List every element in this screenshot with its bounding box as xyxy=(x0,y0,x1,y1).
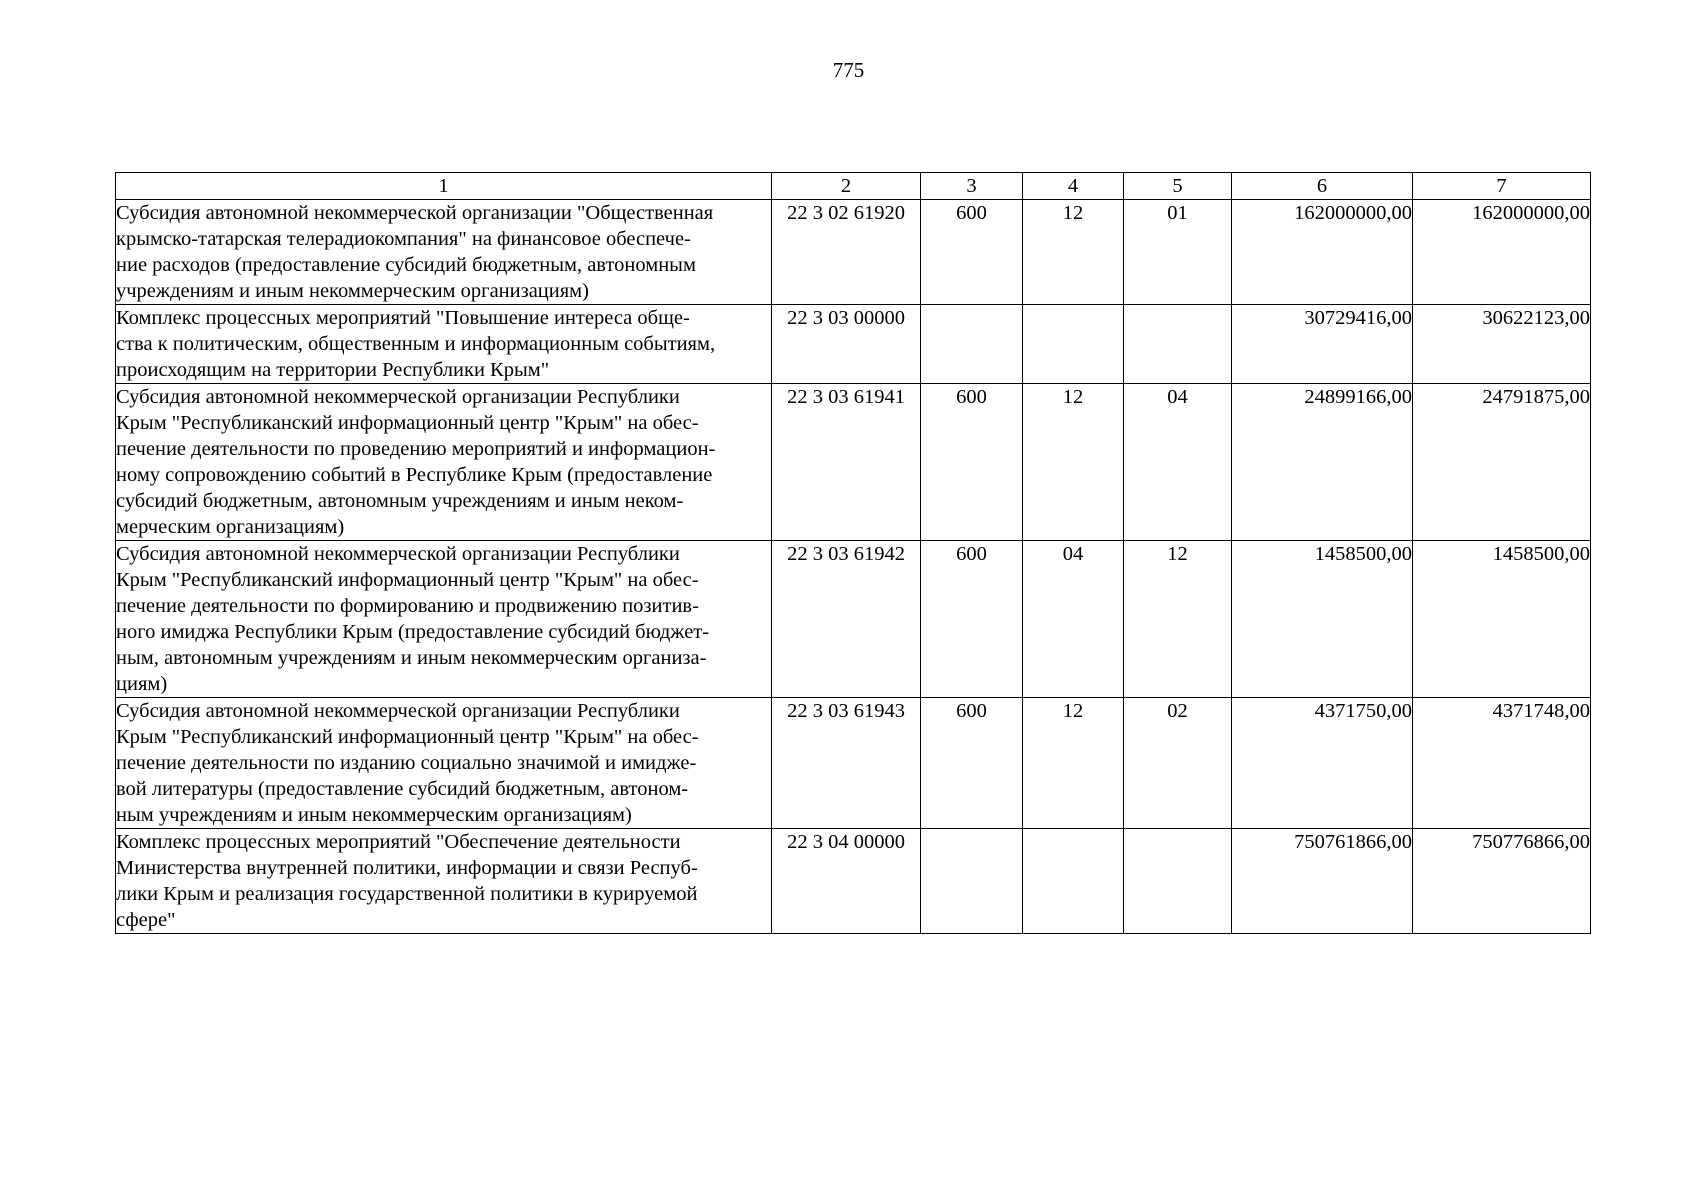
row-vr-code: 600 xyxy=(921,698,1023,829)
row-amount-7: 30622123,00 xyxy=(1413,305,1591,384)
row-pr-code: 12 xyxy=(1124,541,1232,698)
row-pr-code xyxy=(1124,829,1232,934)
row-amount-6: 30729416,00 xyxy=(1232,305,1413,384)
row-amount-6: 24899166,00 xyxy=(1232,384,1413,541)
table-row xyxy=(116,829,1591,934)
row-pr-code: 01 xyxy=(1124,200,1232,305)
header-col-2: 2 xyxy=(772,173,921,200)
row-rz-code xyxy=(1023,829,1124,934)
row-rz-code: 12 xyxy=(1023,384,1124,541)
header-col-3: 3 xyxy=(921,173,1023,200)
row-rz-code xyxy=(1023,305,1124,384)
row-name: Комплекс процессных мероприятий "Обеспечение деятельности Министерства внутренней политики, информации и связи Респуб- лики Крым и реализация государственной политики в курируемой сфере" xyxy=(116,829,772,934)
table-row xyxy=(116,384,1591,541)
header-row xyxy=(116,173,1591,200)
row-csr-code: 22 3 03 61942 xyxy=(772,541,921,698)
row-amount-7: 4371748,00 xyxy=(1413,698,1591,829)
row-rz-code: 12 xyxy=(1023,200,1124,305)
row-amount-7: 750776866,00 xyxy=(1413,829,1591,934)
row-amount-7: 1458500,00 xyxy=(1413,541,1591,698)
row-name: Субсидия автономной некоммерческой организации Республики Крым "Республиканский информационный центр "Крым" на обес- печение деятельности по изданию социально значимой и имидже- вой литературы (предоставление субсидий бюджетным, автоном- ным учреждениям и иным некоммерческим организациям) xyxy=(116,698,772,829)
row-csr-code: 22 3 03 00000 xyxy=(772,305,921,384)
row-csr-code: 22 3 02 61920 xyxy=(772,200,921,305)
row-vr-code xyxy=(921,829,1023,934)
row-vr-code: 600 xyxy=(921,384,1023,541)
table-row xyxy=(116,541,1591,698)
row-amount-6: 750761866,00 xyxy=(1232,829,1413,934)
row-vr-code: 600 xyxy=(921,200,1023,305)
header-col-7: 7 xyxy=(1413,173,1591,200)
header-col-6: 6 xyxy=(1232,173,1413,200)
row-pr-code xyxy=(1124,305,1232,384)
row-pr-code: 04 xyxy=(1124,384,1232,541)
row-csr-code: 22 3 03 61941 xyxy=(772,384,921,541)
page-number: 775 xyxy=(832,58,865,82)
header-col-4: 4 xyxy=(1023,173,1124,200)
header-col-1: 1 xyxy=(116,173,772,200)
row-rz-code: 04 xyxy=(1023,541,1124,698)
row-rz-code: 12 xyxy=(1023,698,1124,829)
table-row xyxy=(116,200,1591,305)
row-amount-6: 1458500,00 xyxy=(1232,541,1413,698)
row-vr-code: 600 xyxy=(921,541,1023,698)
row-name: Субсидия автономной некоммерческой организации Республики Крым "Республиканский информационный центр "Крым" на обес- печение деятельности по проведению мероприятий и информацион- ному сопровождению событий в Республике Крым (предоставление субсидий бюджетным, автономным учреждениям и иным неком- мерческим организациям) xyxy=(116,384,772,541)
row-pr-code: 02 xyxy=(1124,698,1232,829)
row-name: Субсидия автономной некоммерческой организации Республики Крым "Республиканский информационный центр "Крым" на обес- печение деятельности по формированию и продвижению позитив- ного имиджа Республики Крым (предоставление субсидий бюджет- ным, автономным учреждениям и иным некоммерческим организа- циям) xyxy=(116,541,772,698)
row-amount-7: 162000000,00 xyxy=(1413,200,1591,305)
row-name: Субсидия автономной некоммерческой организации "Общественная крымско-татарская телерадиокомпания" на финансовое обеспече- ние расходов (предоставление субсидий бюджетным, автономным учреждениям и иным некоммерческим организациям) xyxy=(116,200,772,305)
header-col-5: 5 xyxy=(1124,173,1232,200)
row-amount-6: 4371750,00 xyxy=(1232,698,1413,829)
row-amount-6: 162000000,00 xyxy=(1232,200,1413,305)
row-vr-code xyxy=(921,305,1023,384)
table-row xyxy=(116,698,1591,829)
table-row xyxy=(116,305,1591,384)
budget-table xyxy=(115,172,1591,934)
row-amount-7: 24791875,00 xyxy=(1413,384,1591,541)
row-name: Комплекс процессных мероприятий "Повышение интереса обще- ства к политическим, общественным и информационным событиям, происходящим на территории Республики Крым" xyxy=(116,305,772,384)
row-csr-code: 22 3 03 61943 xyxy=(772,698,921,829)
row-csr-code: 22 3 04 00000 xyxy=(772,829,921,934)
